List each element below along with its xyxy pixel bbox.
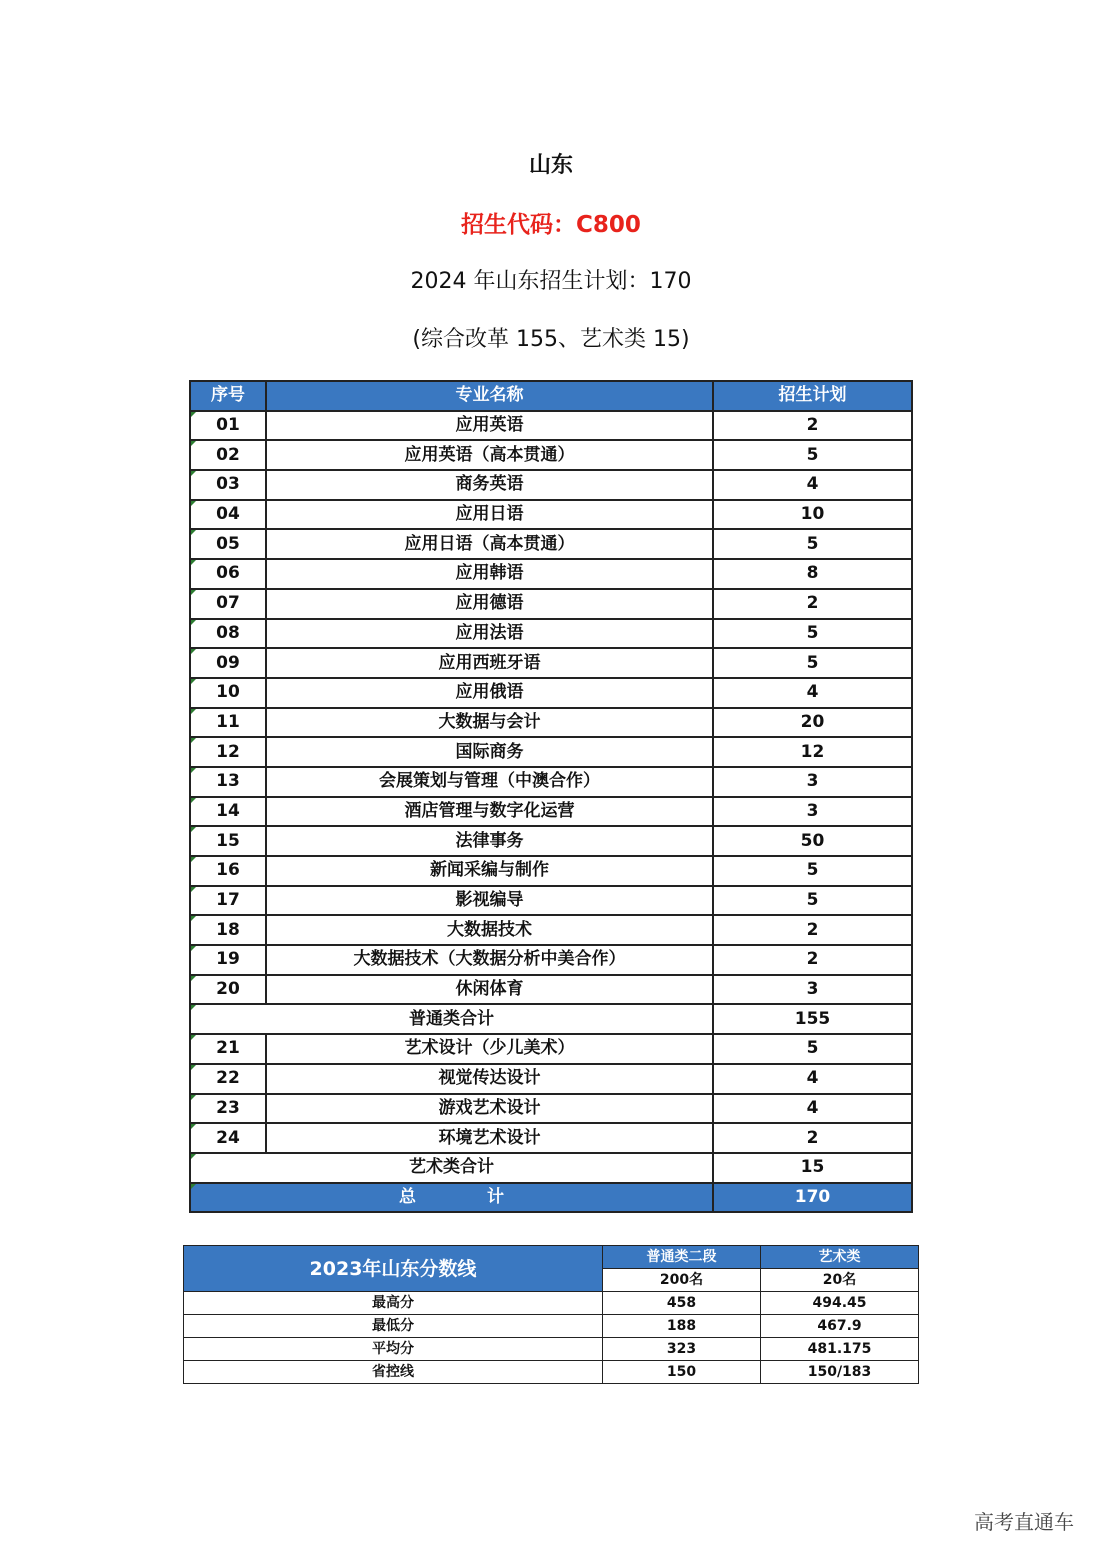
plan-breakdown: (综合改革 155、艺术类 15) [412, 327, 690, 352]
score-label: 省控线 [184, 1361, 603, 1384]
general-subtotal-row-label: 普通类合计 [190, 1004, 713, 1034]
general-subtotal-row-value: 155 [713, 1004, 912, 1034]
plan-count: 3 [713, 767, 912, 797]
score-sub-art: 20名 [761, 1269, 919, 1292]
plan-count: 5 [713, 648, 912, 678]
major-name: 会展策划与管理（中澳合作） [266, 767, 713, 797]
table-row [190, 797, 912, 827]
row-index: 15 [190, 826, 266, 856]
plan-count: 50 [713, 826, 912, 856]
score-label: 平均分 [184, 1338, 603, 1361]
row-index: 04 [190, 500, 266, 530]
plan-count: 2 [713, 915, 912, 945]
score-sub-general: 200名 [603, 1269, 761, 1292]
major-name: 国际商务 [266, 737, 713, 767]
watermark: 高考直通车 [974, 1510, 1074, 1534]
table-row [190, 619, 912, 649]
grand-total-row-label: 总 计 [190, 1183, 713, 1213]
table-row [190, 975, 912, 1005]
score-header-row [184, 1246, 919, 1269]
row-index: 08 [190, 619, 266, 649]
score-art: 494.45 [761, 1292, 919, 1315]
table-row [190, 529, 912, 559]
plan-count: 4 [713, 678, 912, 708]
plan-count: 8 [713, 559, 912, 589]
plan-count: 2 [713, 945, 912, 975]
table-row [190, 856, 912, 886]
major-name: 应用德语 [266, 589, 713, 619]
major-name: 大数据与会计 [266, 708, 713, 738]
row-index: 13 [190, 767, 266, 797]
major-name: 应用西班牙语 [266, 648, 713, 678]
header-index: 序号 [190, 381, 266, 411]
plan-count: 5 [713, 856, 912, 886]
table-row [190, 559, 912, 589]
table-row [190, 589, 912, 619]
major-name: 应用俄语 [266, 678, 713, 708]
plan-count: 2 [713, 411, 912, 441]
art-subtotal-row [190, 1153, 912, 1183]
table-header-row [190, 381, 912, 411]
table-row [190, 1064, 912, 1094]
art-subtotal-row-label: 艺术类合计 [190, 1153, 713, 1183]
major-name: 应用日语（高本贯通） [266, 529, 713, 559]
score-row [184, 1292, 919, 1315]
page-title: 山东 [528, 153, 573, 178]
score-general: 323 [603, 1338, 761, 1361]
row-index: 22 [190, 1064, 266, 1094]
score-general: 150 [603, 1361, 761, 1384]
row-index: 03 [190, 470, 266, 500]
row-index: 07 [190, 589, 266, 619]
major-name: 酒店管理与数字化运营 [266, 797, 713, 827]
table-row [190, 648, 912, 678]
general-subtotal-row [190, 1004, 912, 1034]
major-name: 大数据技术（大数据分析中美合作） [266, 945, 713, 975]
major-name: 商务英语 [266, 470, 713, 500]
table-row [190, 826, 912, 856]
major-name: 休闲体育 [266, 975, 713, 1005]
score-row [184, 1338, 919, 1361]
plan-count: 5 [713, 1034, 912, 1064]
major-name: 环境艺术设计 [266, 1123, 713, 1153]
plan-count: 5 [713, 886, 912, 916]
grand-total-row-value: 170 [713, 1183, 912, 1213]
plan-count: 2 [713, 589, 912, 619]
table-row [190, 1034, 912, 1064]
table-row [190, 1123, 912, 1153]
row-index: 19 [190, 945, 266, 975]
admission-code: 招生代码：C800 [461, 212, 641, 238]
row-index: 02 [190, 440, 266, 470]
row-index: 12 [190, 737, 266, 767]
table-row [190, 440, 912, 470]
row-index: 20 [190, 975, 266, 1005]
major-name: 应用英语 [266, 411, 713, 441]
enrollment-plan-table [189, 380, 913, 1213]
table-row [190, 411, 912, 441]
table-row [190, 945, 912, 975]
score-art: 150/183 [761, 1361, 919, 1384]
plan-count: 5 [713, 440, 912, 470]
table-row [190, 500, 912, 530]
plan-count: 4 [713, 1094, 912, 1124]
score-row [184, 1361, 919, 1384]
row-index: 06 [190, 559, 266, 589]
enrollment-plan-summary: 2024 年山东招生计划：170 [410, 269, 692, 294]
major-name: 视觉传达设计 [266, 1064, 713, 1094]
row-index: 24 [190, 1123, 266, 1153]
row-index: 18 [190, 915, 266, 945]
score-general: 188 [603, 1315, 761, 1338]
score-line-table [183, 1245, 919, 1384]
table-body [190, 411, 912, 1213]
major-name: 新闻采编与制作 [266, 856, 713, 886]
table-row [190, 767, 912, 797]
score-art: 481.175 [761, 1338, 919, 1361]
score-art: 467.9 [761, 1315, 919, 1338]
art-subtotal-row-value: 15 [713, 1153, 912, 1183]
table-row [190, 886, 912, 916]
header-plan: 招生计划 [713, 381, 912, 411]
row-index: 10 [190, 678, 266, 708]
header-major: 专业名称 [266, 381, 713, 411]
score-col-art: 艺术类 [761, 1246, 919, 1269]
row-index: 09 [190, 648, 266, 678]
row-index: 14 [190, 797, 266, 827]
score-label: 最高分 [184, 1292, 603, 1315]
plan-count: 5 [713, 619, 912, 649]
row-index: 11 [190, 708, 266, 738]
plan-count: 4 [713, 470, 912, 500]
major-name: 艺术设计（少儿美术） [266, 1034, 713, 1064]
score-table-title: 2023年山东分数线 [184, 1246, 603, 1292]
plan-count: 4 [713, 1064, 912, 1094]
plan-count: 3 [713, 797, 912, 827]
table-row [190, 708, 912, 738]
score-col-general: 普通类二段 [603, 1246, 761, 1269]
table-row [190, 915, 912, 945]
table-row [190, 678, 912, 708]
table-row [190, 470, 912, 500]
row-index: 23 [190, 1094, 266, 1124]
plan-count: 12 [713, 737, 912, 767]
plan-count: 10 [713, 500, 912, 530]
grand-total-row [190, 1183, 912, 1213]
score-label: 最低分 [184, 1315, 603, 1338]
major-name: 大数据技术 [266, 915, 713, 945]
plan-count: 20 [713, 708, 912, 738]
table-row [190, 737, 912, 767]
row-index: 21 [190, 1034, 266, 1064]
row-index: 16 [190, 856, 266, 886]
major-name: 游戏艺术设计 [266, 1094, 713, 1124]
major-name: 影视编导 [266, 886, 713, 916]
plan-count: 5 [713, 529, 912, 559]
score-row [184, 1315, 919, 1338]
score-general: 458 [603, 1292, 761, 1315]
major-name: 应用法语 [266, 619, 713, 649]
row-index: 17 [190, 886, 266, 916]
major-name: 应用韩语 [266, 559, 713, 589]
table-row [190, 1094, 912, 1124]
plan-count: 3 [713, 975, 912, 1005]
row-index: 01 [190, 411, 266, 441]
row-index: 05 [190, 529, 266, 559]
plan-count: 2 [713, 1123, 912, 1153]
score-table-body [184, 1292, 919, 1384]
major-name: 法律事务 [266, 826, 713, 856]
major-name: 应用英语（高本贯通） [266, 440, 713, 470]
major-name: 应用日语 [266, 500, 713, 530]
